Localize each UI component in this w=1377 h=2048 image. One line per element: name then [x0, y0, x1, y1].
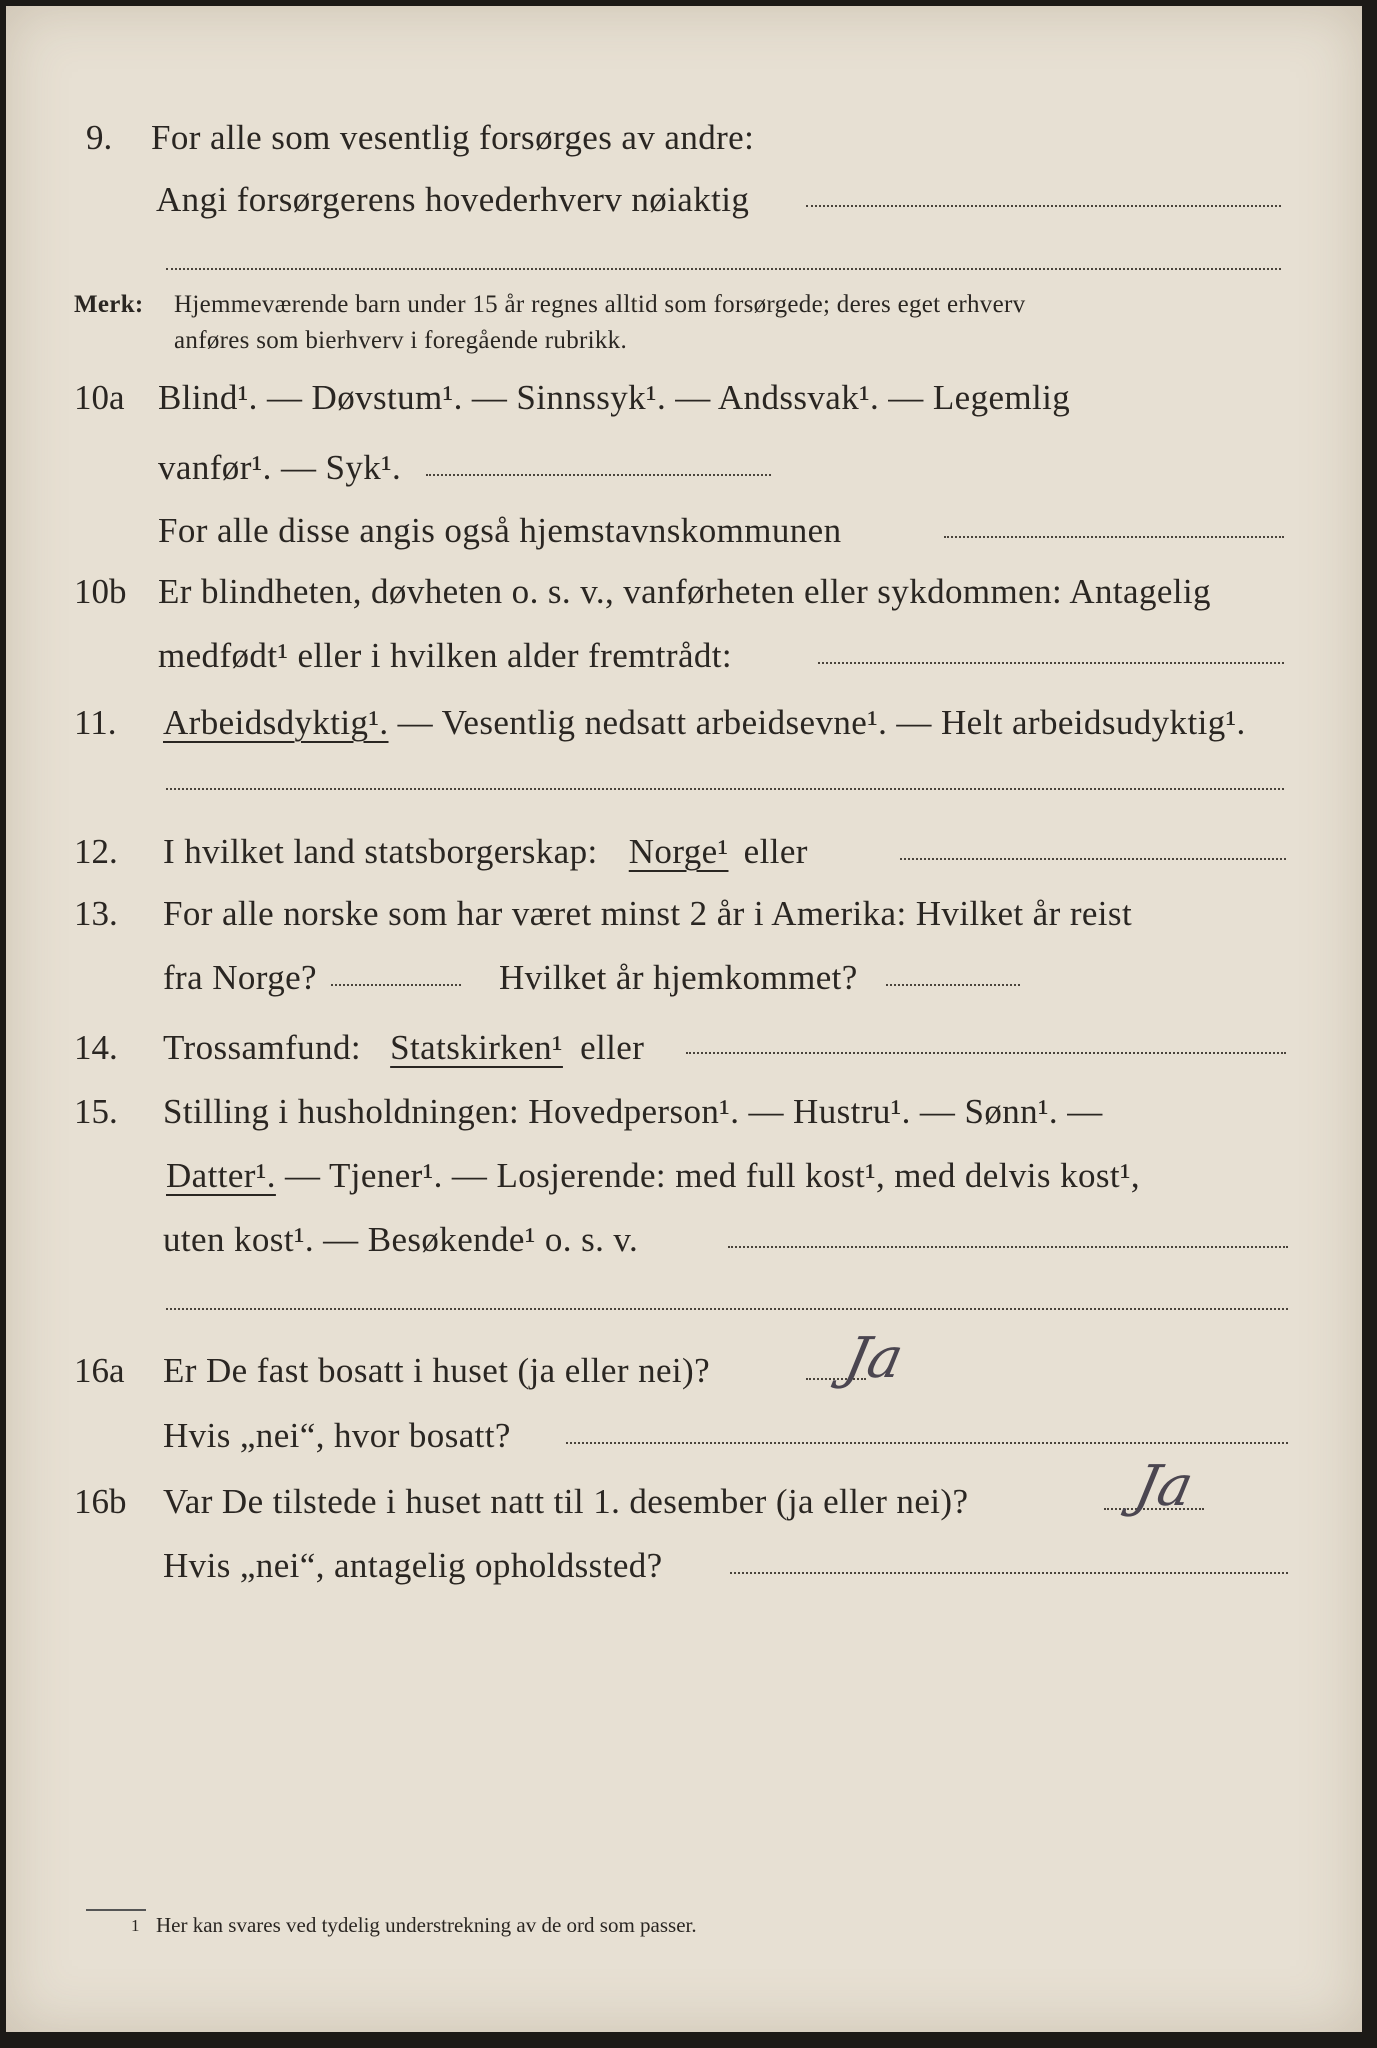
q11-line [163, 703, 1246, 743]
q12-tail: eller [743, 832, 808, 871]
q13-return-year-line[interactable] [886, 984, 1020, 986]
q14-number: 14. [74, 1028, 118, 1067]
footnote-text: Her kan svares ved tydelig understrekning av de ord som passer. [156, 1913, 697, 1937]
q15-line3: uten kost¹. — Besøkende¹ o. s. v. [163, 1220, 639, 1259]
merk-label: Merk: [74, 291, 144, 318]
q15-answer-line-2[interactable] [166, 1308, 1288, 1310]
q9-line1: For alle som vesentlig forsørges av andre: [151, 118, 755, 157]
q13-line1: For alle norske som har været minst 2 år i Amerika: Hvilket år reist [163, 894, 1133, 933]
q10b-number: 10b [74, 572, 127, 611]
q9-answer-line-2[interactable] [166, 268, 1281, 270]
q16b-line1: Var De tilstede i huset natt til 1. desember (ja eller nei)? [163, 1482, 969, 1521]
q15-line2 [166, 1156, 1140, 1196]
q13-departure-year-line[interactable] [331, 984, 461, 986]
q10a-home-municipality-line[interactable] [944, 536, 1284, 538]
q14-answer-selected: Statskirken¹ [390, 1028, 563, 1067]
q15-number: 15. [74, 1092, 118, 1131]
q9-answer-line[interactable] [806, 205, 1281, 207]
q16b-whereabouts-line[interactable] [730, 1572, 1288, 1574]
q12-number: 12. [74, 832, 118, 871]
q16b-handwritten-answer: Ja [1129, 1454, 1199, 1519]
q16a-line2: Hvis „nei“, hvor bosatt? [163, 1416, 511, 1455]
merk-line2: anføres som bierhverv i foregående rubrikk. [174, 327, 628, 354]
q9-number: 9. [86, 118, 113, 157]
q16a-number: 16a [74, 1351, 125, 1390]
footnote-mark: 1 [131, 1916, 140, 1935]
q15-answer-line[interactable] [728, 1246, 1288, 1248]
q10b-line1: Er blindheten, døvheten o. s. v., vanførheten eller sykdommen: Antagelig [158, 572, 1211, 611]
q11-number: 11. [74, 703, 117, 742]
q16b-line2: Hvis „nei“, antagelig opholdssted? [163, 1546, 663, 1585]
merk-line1: Hjemmeværende barn under 15 år regnes alltid som forsørgede; deres eget erhverv [174, 291, 1026, 318]
q12-answer-line[interactable] [900, 858, 1286, 860]
q10a-number: 10a [74, 378, 125, 417]
form-page [6, 6, 1362, 2032]
q10b-line2: medfødt¹ eller i hvilken alder fremtrådt: [158, 636, 733, 675]
q12-text: I hvilket land statsborgerskap: [163, 832, 598, 871]
q16a-residence-line[interactable] [566, 1442, 1288, 1444]
q16a-line1: Er De fast bosatt i huset (ja eller nei)? [163, 1351, 711, 1390]
q10a-line2: vanfør¹. — Syk¹. [158, 448, 402, 487]
q15-line1: Stilling i husholdningen: Hovedperson¹. — Hustru¹. — Sønn¹. — [163, 1092, 1103, 1131]
q9-line2: Angi forsørgerens hovederhverv nøiaktig [156, 180, 750, 219]
q13-line2a: fra Norge? [163, 958, 317, 997]
q13-number: 13. [74, 894, 118, 933]
q10a-line1: Blind¹. — Døvstum¹. — Sinnssyk¹. — Andssvak¹. — Legemlig [158, 378, 1071, 417]
footnote-rule [86, 1909, 146, 1911]
q12-line [163, 832, 808, 872]
q15-option-selected: Datter¹. [166, 1156, 276, 1195]
q11-rest: — Vesentlig nedsatt arbeidsevne¹. — Helt arbeidsudyktig¹. [388, 703, 1246, 742]
q10a-line3: For alle disse angis også hjemstavnskommunen [158, 511, 842, 550]
q13-line2b: Hvilket år hjemkommet? [499, 958, 858, 997]
q12-answer-selected: Norge¹ [628, 832, 729, 871]
q14-tail: eller [580, 1028, 645, 1067]
q11-option-selected: Arbeidsdyktig¹. [163, 703, 389, 742]
q14-text: Trossamfund: [163, 1028, 361, 1067]
q16b-number: 16b [74, 1482, 127, 1521]
q10a-sick-answer-line[interactable] [426, 474, 771, 476]
q14-answer-line[interactable] [686, 1052, 1286, 1054]
q10b-answer-line[interactable] [818, 662, 1284, 664]
q14-line [163, 1028, 644, 1068]
q11-answer-line[interactable] [166, 788, 1284, 790]
q16a-handwritten-answer: Ja [839, 1326, 909, 1391]
q15-line2-rest: — Tjener¹. — Losjerende: med full kost¹, med delvis kost¹, [275, 1156, 1141, 1195]
